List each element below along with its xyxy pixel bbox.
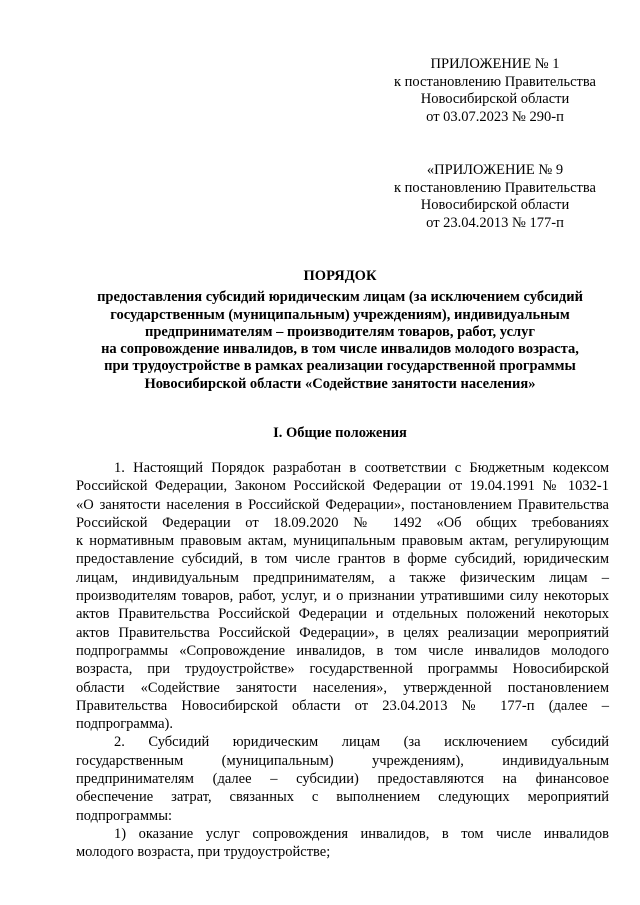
text-line: актов Правительства Российской Федерации», в целях реализации мероприятий — [76, 624, 609, 641]
text-line: к нормативным правовым актам, муниципальным правовым актам, регулирующим — [76, 533, 609, 550]
annex-9-line: Новосибирской области — [420, 197, 570, 213]
text-line: подпрограммы «Сопровождение инвалидов, в том числе инвалидов молодого — [76, 642, 609, 659]
annex-9-line: от 23.04.2013 № 177-п — [426, 214, 564, 231]
text-line: предпринимателям (далее – субсидии) предоставляются на финансовое — [76, 771, 609, 788]
text-line: производителям товаров, работ, услуг, и о признании утратившими силу некоторых — [76, 588, 609, 605]
text-line: актов Правительства Российской Федерации и отдельных положений некоторых — [76, 606, 609, 623]
annex-9-line: к постановлению Правительства — [394, 179, 596, 196]
title-line: Новосибирской области «Содействие занятости населения» — [144, 375, 536, 392]
title-line: на сопровождение инвалидов, в том числе инвалидов молодого возраста, — [101, 341, 579, 358]
section-heading: I. Общие положения — [273, 425, 407, 441]
text-line: Российской Федерации, Законом Российской Федерации от 19.04.1991 № 1032-1 — [76, 478, 609, 495]
text-line: 1) оказание услуг сопровождения инвалидов, в том числе инвалидов — [114, 825, 609, 842]
text-line: подпрограмма). — [76, 716, 174, 733]
text-line: молодого возраста, при трудоустройстве; — [76, 844, 331, 861]
annex-1-line: ПРИЛОЖЕНИЕ № 1 — [430, 56, 560, 72]
annex-9-header — [380, 162, 610, 232]
text-line: области «Содействие занятости населения», утвержденной постановлением — [76, 679, 609, 696]
title-line: предоставления субсидий юридическим лицам (за исключением субсидий — [97, 289, 583, 306]
paragraph-1 — [76, 459, 609, 733]
text-line: Российской Федерации от 18.09.2020 № 1492 «Об общих требованиях — [76, 514, 609, 531]
paragraph-3 — [76, 825, 609, 862]
document-title — [60, 268, 620, 393]
annex-1-line: к постановлению Правительства — [394, 73, 596, 90]
annex-1-line: от 03.07.2023 № 290-п — [426, 108, 564, 125]
title-main: ПОРЯДОК — [303, 268, 377, 284]
title-line: при трудоустройстве в рамках реализации государственной программы — [104, 358, 576, 375]
annex-1-line: Новосибирской области — [420, 91, 570, 107]
text-line: Правительства Новосибирской области от 23.04.2013 № 177-п (далее – — [76, 697, 609, 714]
text-line: предоставление субсидий, в том числе грантов в форме субсидий, юридическим — [76, 551, 609, 568]
text-line: обеспечение затрат, связанных с выполнением следующих мероприятий — [76, 789, 609, 806]
text-line: возраста, при трудоустройстве» государственной программы Новосибирской — [76, 661, 609, 678]
text-line: государственным (муниципальным) учреждениям), индивидуальным — [76, 752, 609, 769]
title-line: предпринимателям – производителям товаров, работ, услуг — [144, 323, 536, 340]
text-line: 2. Субсидий юридическим лицам (за исключением субсидий — [114, 734, 609, 751]
text-line: лицам, индивидуальным предпринимателям, а также физическим лицам – — [76, 569, 609, 586]
paragraph-2 — [76, 733, 609, 824]
annex-1-header — [380, 56, 610, 126]
text-line: подпрограммы: — [76, 807, 172, 824]
title-line: государственным (муниципальным) учреждениям), индивидуальным — [110, 306, 570, 323]
text-line: «О занятости населения в Российской Федерации», постановлением Правительства — [76, 496, 609, 513]
annex-9-line: «ПРИЛОЖЕНИЕ № 9 — [426, 162, 564, 178]
document-body — [76, 459, 609, 862]
text-line: 1. Настоящий Порядок разработан в соответствии с Бюджетным кодексом — [114, 460, 609, 476]
